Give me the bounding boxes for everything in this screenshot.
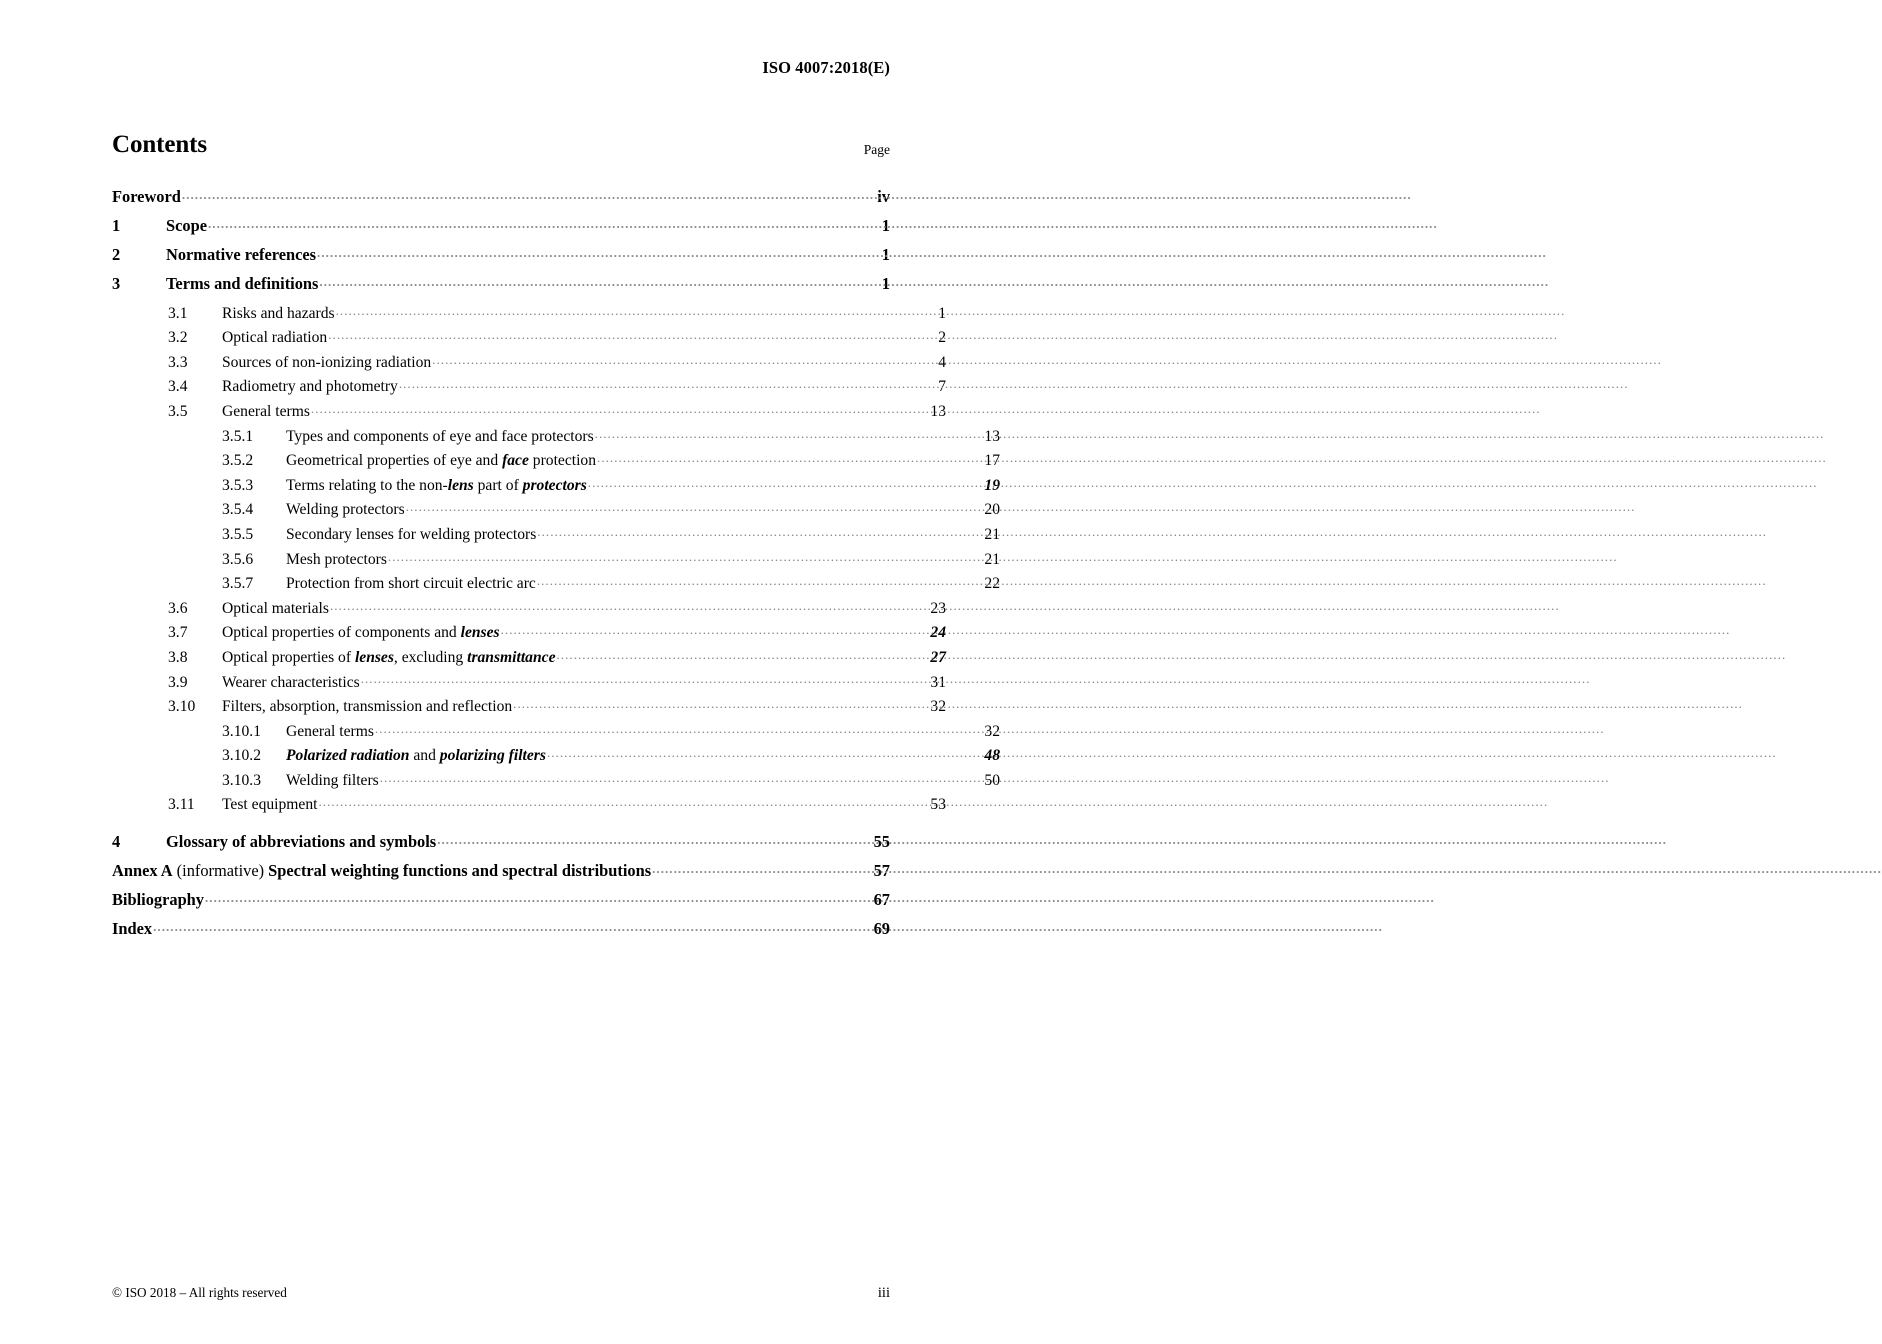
toc-entry-title: General terms — [286, 722, 374, 740]
toc-page-number: 69 — [873, 918, 890, 938]
toc-entry[interactable] — [112, 215, 890, 244]
toc-page-number: 1 — [881, 245, 890, 265]
toc-entry[interactable] — [112, 573, 1000, 598]
page-footer — [112, 1285, 890, 1302]
toc-dot-leader — [319, 273, 867, 289]
toc-entry[interactable] — [112, 474, 1000, 499]
toc-dot-leader — [330, 597, 925, 613]
toc-title-segment: part of — [473, 476, 523, 494]
toc-entry[interactable] — [112, 888, 890, 917]
toc-emphasised-term: lenses — [354, 648, 394, 666]
table-of-contents — [112, 186, 1000, 946]
toc-dot-leader — [652, 859, 867, 875]
toc-emphasised-term: transmittance — [467, 648, 556, 666]
toc-page-number: 32 — [930, 698, 946, 716]
toc-page-number: 24 — [930, 624, 946, 642]
toc-dot-leader — [153, 917, 867, 933]
toc-entry-number: 3.5.6 — [222, 550, 254, 568]
page-title: Contents — [112, 131, 208, 158]
toc-entry-number: 3 — [112, 274, 121, 294]
toc-entry[interactable] — [112, 646, 946, 671]
toc-entry-number: 3.5.5 — [222, 525, 254, 543]
toc-entry-title: Wearer characteristics — [222, 673, 360, 691]
toc-dot-leader — [182, 186, 867, 202]
toc-entry-title: Optical materials — [222, 599, 329, 617]
toc-title-segment: protection — [528, 452, 597, 470]
toc-emphasised-term: protectors — [522, 476, 587, 494]
toc-title-segment: , excluding — [393, 648, 468, 666]
toc-entry-title — [286, 748, 546, 764]
toc-dot-leader — [595, 425, 979, 441]
toc-page-number: 2 — [938, 329, 946, 347]
toc-entry-title: Radiometry and photometry — [222, 378, 398, 396]
toc-dot-leader — [557, 646, 926, 662]
toc-entry-number: 4 — [112, 831, 121, 851]
toc-entry-title: Sources of non-ionizing radiation — [222, 353, 432, 371]
toc-entry-title: Risks and hazards — [222, 304, 335, 322]
toc-title-segment: Optical properties of — [222, 648, 355, 666]
toc-entry-title — [286, 453, 596, 469]
toc-entry-title — [286, 478, 587, 494]
toc-page-number: 67 — [873, 889, 890, 909]
contents-heading-row — [112, 131, 890, 165]
toc-page-number: 50 — [984, 771, 1000, 789]
toc-entry-number: 3.10 — [168, 698, 196, 716]
toc-entry-number: 3.2 — [168, 329, 188, 347]
toc-page-number: 21 — [984, 525, 1000, 543]
toc-entry[interactable] — [112, 302, 946, 327]
toc-title-segment: Annex A — [112, 860, 173, 880]
toc-entry-title: Mesh protectors — [286, 550, 387, 568]
toc-entry[interactable] — [112, 376, 946, 401]
toc-entry-title — [222, 625, 500, 641]
toc-entry-number: 3.9 — [168, 673, 188, 691]
toc-page-number: 1 — [881, 274, 890, 294]
toc-page-number: 1 — [938, 304, 946, 322]
toc-page-number: 23 — [930, 599, 946, 617]
toc-page-number: 31 — [930, 673, 946, 691]
toc-title-segment: Geometrical properties of eye and — [286, 452, 503, 470]
toc-entry[interactable] — [112, 548, 1000, 573]
toc-page-number: iv — [877, 187, 890, 207]
toc-page-number: 13 — [984, 427, 1000, 445]
toc-dot-leader — [537, 523, 979, 539]
toc-entry-number: 3.11 — [168, 796, 195, 814]
document-header-id: ISO 4007:2018(E) — [762, 58, 890, 77]
toc-page-number: 19 — [984, 476, 1000, 494]
toc-entry-title: Terms and definitions — [166, 274, 319, 294]
toc-entry[interactable] — [112, 917, 890, 946]
toc-page-number: 57 — [873, 860, 890, 880]
toc-dot-leader — [547, 745, 979, 761]
toc-dot-leader — [336, 302, 925, 318]
toc-entry-number: 3.5.3 — [222, 476, 254, 494]
toc-entry-number: 3.5.1 — [222, 427, 254, 445]
toc-dot-leader — [597, 450, 979, 466]
toc-page-number: 13 — [930, 402, 946, 420]
toc-entry[interactable] — [112, 244, 890, 273]
toc-entry-title: Protection from short circuit electric arc — [286, 575, 536, 593]
toc-dot-leader — [501, 622, 925, 638]
toc-page-number: 53 — [930, 796, 946, 814]
toc-dot-leader — [318, 794, 925, 810]
toc-entry-number: 3.10.3 — [222, 771, 261, 789]
toc-entry-number: 3.1 — [168, 304, 188, 322]
toc-entry-title: Types and components of eye and face protectors — [286, 427, 594, 445]
toc-entry-title: Welding protectors — [286, 501, 405, 519]
toc-title-segment: Spectral weighting functions and spectral distributions — [268, 860, 652, 880]
toc-page-number: 22 — [984, 575, 1000, 593]
toc-entry[interactable] — [112, 671, 946, 696]
page-column-label: Page — [863, 142, 890, 157]
toc-entry-title: Bibliography — [112, 889, 204, 909]
toc-page-number: 48 — [984, 747, 1000, 765]
toc-page-number: 4 — [938, 353, 946, 371]
toc-entry[interactable] — [112, 186, 890, 215]
copyright-notice: © ISO 2018 – All rights reserved — [112, 1285, 287, 1300]
toc-title-segment: (informative) — [172, 860, 269, 880]
toc-dot-leader — [588, 474, 979, 490]
toc-dot-leader — [388, 548, 979, 564]
toc-dot-leader — [208, 215, 867, 231]
toc-title-segment: and — [409, 747, 440, 765]
toc-dot-leader — [406, 499, 979, 515]
toc-entry[interactable] — [112, 499, 1000, 524]
toc-entry-number: 3.5 — [168, 402, 188, 420]
toc-entry[interactable] — [112, 720, 1000, 745]
toc-entry-number: 3.6 — [168, 599, 188, 617]
toc-entry-title — [112, 860, 652, 880]
toc-entry-number: 3.5.2 — [222, 452, 254, 470]
toc-emphasised-term: lenses — [460, 624, 500, 642]
toc-entry-title: Foreword — [112, 187, 181, 207]
toc-entry-number: 3.10.1 — [222, 722, 261, 740]
toc-entry-number: 3.5.7 — [222, 575, 254, 593]
toc-dot-leader — [432, 351, 925, 367]
toc-entry-title — [222, 650, 556, 666]
toc-entry[interactable] — [112, 597, 946, 622]
toc-dot-leader — [328, 327, 925, 343]
toc-entry[interactable] — [112, 400, 946, 425]
toc-entry[interactable] — [112, 425, 1000, 450]
toc-dot-leader — [311, 400, 925, 416]
footer-page-number: iii — [877, 1285, 890, 1301]
toc-entry[interactable] — [112, 523, 1000, 548]
toc-entry-title: Normative references — [166, 245, 317, 265]
toc-dot-leader — [317, 244, 867, 260]
toc-entry[interactable] — [112, 327, 946, 352]
toc-dot-leader — [437, 830, 867, 846]
toc-entry[interactable] — [112, 622, 946, 647]
toc-page-number: 21 — [984, 550, 1000, 568]
toc-page-number: 17 — [984, 452, 1000, 470]
toc-entry-number: 3.3 — [168, 353, 188, 371]
toc-emphasised-term: face — [502, 452, 529, 470]
toc-page-number: 7 — [938, 378, 946, 396]
toc-entry-number: 3.4 — [168, 378, 188, 396]
toc-emphasised-term: Polarized radiation — [286, 747, 410, 765]
toc-dot-leader — [513, 696, 925, 712]
toc-page-number: 1 — [881, 216, 890, 236]
toc-page-number: 27 — [930, 648, 946, 666]
toc-dot-leader — [380, 769, 979, 785]
toc-entry-title: Glossary of abbreviations and symbols — [166, 831, 437, 851]
toc-page-number: 32 — [984, 722, 1000, 740]
toc-title-segment: Optical properties of components and — [222, 624, 461, 642]
toc-dot-leader — [361, 671, 925, 687]
toc-entry-title: Scope — [166, 216, 207, 236]
toc-dot-leader — [375, 720, 979, 736]
toc-entry[interactable] — [112, 273, 890, 302]
toc-emphasised-term: polarizing filters — [439, 747, 546, 765]
toc-entry-number: 2 — [112, 245, 121, 265]
toc-dot-leader — [205, 888, 867, 904]
toc-entry-number: 1 — [112, 216, 121, 236]
toc-dot-leader — [537, 573, 979, 589]
toc-entry-title: Secondary lenses for welding protectors — [286, 525, 537, 543]
toc-page-number: 20 — [984, 501, 1000, 519]
toc-page-number: 55 — [873, 831, 890, 851]
toc-title-segment: Terms relating to the non- — [286, 476, 448, 494]
toc-entry-number: 3.8 — [168, 648, 188, 666]
toc-entry-number: 3.7 — [168, 624, 188, 642]
toc-entry-title: Filters, absorption, transmission and reflection — [222, 698, 513, 716]
toc-entry[interactable] — [112, 745, 1000, 770]
toc-entry[interactable] — [112, 696, 946, 721]
toc-entry[interactable] — [112, 794, 946, 819]
toc-entry-title: Optical radiation — [222, 329, 328, 347]
toc-entry-title: Index — [112, 918, 153, 938]
toc-entry-title: Welding filters — [286, 771, 379, 789]
toc-entry[interactable] — [112, 351, 946, 376]
toc-entry-number: 3.5.4 — [222, 501, 254, 519]
toc-entry[interactable] — [112, 450, 1000, 475]
toc-entry-title: General terms — [222, 402, 310, 420]
toc-dot-leader — [399, 376, 925, 392]
toc-entry[interactable] — [112, 859, 890, 888]
toc-entry[interactable] — [112, 830, 890, 859]
toc-entry[interactable] — [112, 769, 1000, 794]
toc-emphasised-term: lens — [447, 476, 474, 494]
toc-entry-number: 3.10.2 — [222, 747, 261, 765]
toc-entry-title: Test equipment — [222, 796, 318, 814]
